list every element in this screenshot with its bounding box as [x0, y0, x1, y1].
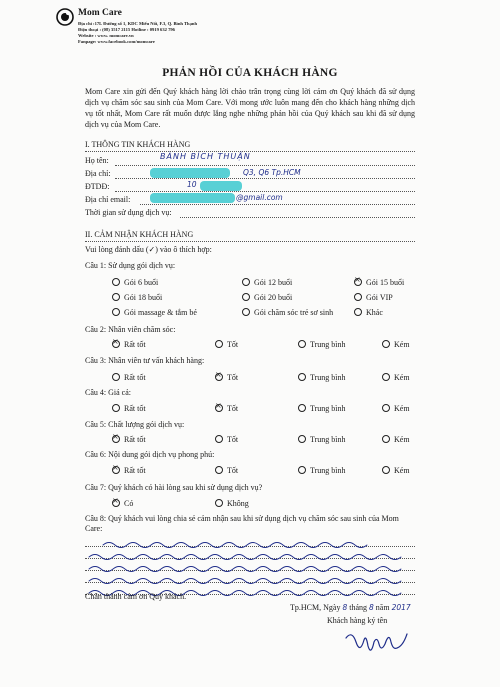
radio-circle-icon: [298, 466, 306, 474]
radio-circle-icon: [242, 293, 250, 301]
q1-option[interactable]: × Gói 15 buổi: [354, 278, 404, 287]
q7-option[interactable]: Không: [215, 499, 249, 508]
date-prefix: Tp.HCM, Ngày: [290, 603, 341, 612]
date-month[interactable]: 8: [369, 603, 374, 612]
phone-field-line: [115, 191, 415, 192]
radio-circle-icon: [242, 278, 250, 286]
radio-circle-icon: [382, 340, 390, 348]
q5-option[interactable]: ×Rất tốt: [112, 435, 146, 444]
address-field-line: [115, 178, 415, 179]
intro-paragraph: Mom Care xin gửi đến Quý khách hàng lời chào trân trọng cùng lời cảm ơn Quý khách đã sử dụng dịch vụ chăm sóc sau sinh của Mom Care. Với mong ước luôn mang đến cho khách hàng những dịch vụ tốt nhất, Mom Care rất muốn được lắng nghe những phản hồi của Quý khách sau khi đã sử dụng dịch vụ của Mom Care.: [85, 87, 415, 129]
customer-signature: [342, 628, 412, 662]
radio-circle-icon: [354, 308, 362, 316]
q2-label: Câu 2: Nhân viên chăm sóc:: [85, 325, 176, 334]
radio-circle-icon: [298, 373, 306, 381]
date-year[interactable]: 2017: [391, 603, 411, 612]
q1-option[interactable]: Gói VIP: [354, 293, 393, 302]
q3-option[interactable]: Trung bình: [298, 373, 346, 382]
q5-option[interactable]: Tốt: [215, 435, 238, 444]
q2-option[interactable]: ×Rất tốt: [112, 340, 146, 349]
radio-checked-icon: [215, 373, 223, 381]
radio-circle-icon: [298, 340, 306, 348]
radio-checked-icon: [112, 466, 120, 474]
date-month-label: tháng: [349, 603, 368, 612]
name-field-line: [115, 165, 415, 166]
radio-circle-icon: [382, 404, 390, 412]
email-value[interactable]: @gmail.com: [236, 193, 283, 202]
section1-heading: I. THÔNG TIN KHÁCH HÀNG: [85, 140, 191, 149]
q2-option[interactable]: Kém: [382, 340, 410, 349]
radio-checked-icon: [112, 340, 120, 348]
radio-circle-icon: [382, 466, 390, 474]
q3-option[interactable]: Kém: [382, 373, 410, 382]
q1-option[interactable]: Gói chăm sóc trẻ sơ sinh: [242, 308, 333, 317]
q5-option[interactable]: Kém: [382, 435, 410, 444]
q1-label: Câu 1: Sử dụng gói dịch vụ:: [85, 261, 176, 270]
phone-value[interactable]: 10: [187, 180, 197, 189]
radio-circle-icon: [298, 435, 306, 443]
q6-option[interactable]: Tốt: [215, 466, 238, 475]
radio-checked-icon: [112, 435, 120, 443]
q7-label: Câu 7: Quý khách có hài lòng sau khi sử dụng dịch vụ?: [85, 483, 263, 492]
section2-underline: [85, 241, 415, 242]
email-field-line: [140, 204, 415, 205]
radio-circle-icon: [242, 308, 250, 316]
q4-option[interactable]: Kém: [382, 404, 410, 413]
q6-label: Câu 6: Nội dung gói dịch vụ phong phú:: [85, 450, 215, 459]
q1-option[interactable]: Khác: [354, 308, 383, 317]
q6-option[interactable]: Kém: [382, 466, 410, 475]
header-address: Địa chỉ :17L Đường số 1, KDC Miếu Nổi, F.3, Q. Bình Thạnh: [78, 21, 198, 26]
address-label: Địa chỉ:: [85, 169, 111, 178]
mom-care-logo: [56, 8, 74, 26]
q1-option[interactable]: Gói 6 buổi: [112, 278, 158, 287]
q4-option[interactable]: Trung bình: [298, 404, 346, 413]
q1-option[interactable]: Gói massage & tắm bé: [112, 308, 197, 317]
q5-label: Câu 5: Chất lượng gói dịch vụ:: [85, 420, 185, 429]
radio-checked-icon: [112, 499, 120, 507]
signature-label: Khách hàng ký tên: [327, 616, 388, 625]
radio-circle-icon: [215, 435, 223, 443]
header-phone: Điện thoại : (08) 3517 2115 Hotline : 0919 632 796: [78, 27, 175, 32]
q2-option[interactable]: Tốt: [215, 340, 238, 349]
q4-option[interactable]: × Tốt: [215, 404, 238, 413]
radio-circle-icon: [382, 373, 390, 381]
radio-checked-icon: [215, 404, 223, 412]
q7-option[interactable]: ×Có: [112, 499, 133, 508]
redacted-block: [200, 181, 242, 191]
time-field-line: [180, 217, 415, 218]
redacted-block: [150, 168, 230, 178]
radio-circle-icon: [112, 373, 120, 381]
radio-circle-icon: [215, 340, 223, 348]
q4-option[interactable]: Rất tốt: [112, 404, 146, 413]
radio-circle-icon: [112, 308, 120, 316]
redacted-block: [150, 193, 235, 203]
closing-text: Chân thành cảm ơn Quý khách.: [85, 592, 187, 601]
q1-option[interactable]: Gói 20 buổi: [242, 293, 292, 302]
phone-label: ĐTDĐ:: [85, 182, 110, 191]
radio-circle-icon: [354, 293, 362, 301]
instruction-text: Vui lòng đánh dấu (✓) vào ô thích hợp:: [85, 245, 212, 254]
q6-option[interactable]: Trung bình: [298, 466, 346, 475]
radio-circle-icon: [215, 499, 223, 507]
name-label: Họ tên:: [85, 156, 109, 165]
email-label: Địa chỉ email:: [85, 195, 131, 204]
radio-circle-icon: [215, 466, 223, 474]
q1-option[interactable]: Gói 18 buổi: [112, 293, 162, 302]
q3-option[interactable]: Rất tốt: [112, 373, 146, 382]
time-label: Thời gian sử dụng dịch vụ:: [85, 208, 172, 217]
radio-circle-icon: [112, 278, 120, 286]
q4-label: Câu 4: Giá cả:: [85, 388, 131, 397]
q3-label: Câu 3: Nhân viên tư vấn khách hàng:: [85, 356, 205, 365]
q6-option[interactable]: ×Rất tốt: [112, 466, 146, 475]
q1-option[interactable]: Gói 12 buổi: [242, 278, 292, 287]
date-year-label: năm: [375, 603, 390, 612]
q5-option[interactable]: Trung bình: [298, 435, 346, 444]
brand-name: Mom Care: [78, 8, 122, 18]
address-value[interactable]: Q3, Q6 Tp.HCM: [243, 168, 301, 177]
radio-checked-icon: [354, 278, 362, 286]
radio-circle-icon: [298, 404, 306, 412]
q2-option[interactable]: Trung bình: [298, 340, 346, 349]
header-fanpage: Fanpage: www.facebook.com/momcare: [78, 39, 155, 44]
q8-label: Câu 8: Quý khách vui lòng chia sẻ cảm nhận sau khi sử dụng dịch vụ chăm sóc sau sinh của Mom Care:: [85, 514, 399, 533]
radio-circle-icon: [112, 293, 120, 301]
header-website: Website : www. momcare.vn: [78, 33, 134, 38]
date-line: [290, 603, 411, 612]
form-title: PHẢN HỒI CỦA KHÁCH HÀNG: [162, 67, 338, 79]
radio-circle-icon: [112, 404, 120, 412]
section2-heading: II. CẢM NHẬN KHÁCH HÀNG: [85, 230, 194, 239]
name-value[interactable]: BÀNH BÍCH THUẬN: [160, 152, 251, 161]
radio-circle-icon: [382, 435, 390, 443]
q3-option[interactable]: × Tốt: [215, 373, 238, 382]
date-day[interactable]: 8: [342, 603, 348, 612]
handwritten-comment-scribble: [85, 538, 415, 596]
